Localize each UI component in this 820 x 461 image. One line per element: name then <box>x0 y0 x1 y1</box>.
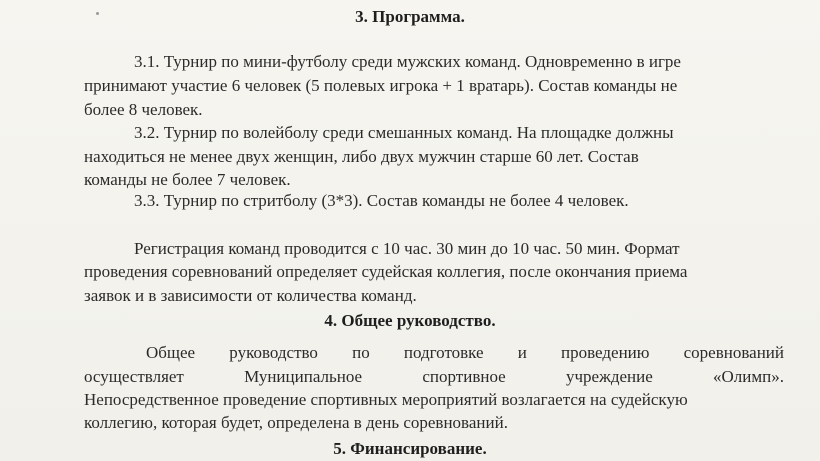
section-3-heading: 3. Программа. <box>355 7 465 26</box>
section-4-line-2: осуществляет Муниципальное спортивное учреждение «Олимп». <box>84 367 784 386</box>
section-4-line-3: Непосредственное проведение спортивных мероприятий возлагается на судейскую <box>84 390 688 409</box>
section-3-2-line-3: команды не более 7 человек. <box>84 170 291 189</box>
registration-line-3: заявок и в зависимости от количества команд. <box>84 286 417 305</box>
section-3-3-line-1: 3.3. Турнир по стритболу (3*3). Состав команды не более 4 человек. <box>134 191 629 210</box>
registration-line-1: Регистрация команд проводится с 10 час. 30 мин до 10 час. 50 мин. Формат <box>134 239 680 258</box>
section-4-line-1: Общее руководство по подготовке и проведению соревнований <box>146 343 784 362</box>
section-3-2-line-1: 3.2. Турнир по волейболу среди смешанных команд. На площадке должны <box>134 123 674 142</box>
section-3-1-line-1: 3.1. Турнир по мини-футболу среди мужских команд. Одновременно в игре <box>134 52 681 71</box>
section-4-heading: 4. Общее руководство. <box>324 311 496 330</box>
section-4-line-4: коллегию, которая будет, определена в день соревнований. <box>84 413 508 432</box>
registration-line-2: проведения соревнований определяет судейская коллегия, после окончания приема <box>84 262 688 281</box>
section-3-1-line-2: принимают участие 6 человек (5 полевых игрока + 1 вратарь). Состав команды не <box>84 76 678 95</box>
section-3-2-line-2: находиться не менее двух женщин, либо двух мужчин старше 60 лет. Состав <box>84 147 639 166</box>
section-5-heading: 5. Финансирование. <box>333 439 487 458</box>
section-3-1-line-3: более 8 человек. <box>84 100 203 119</box>
